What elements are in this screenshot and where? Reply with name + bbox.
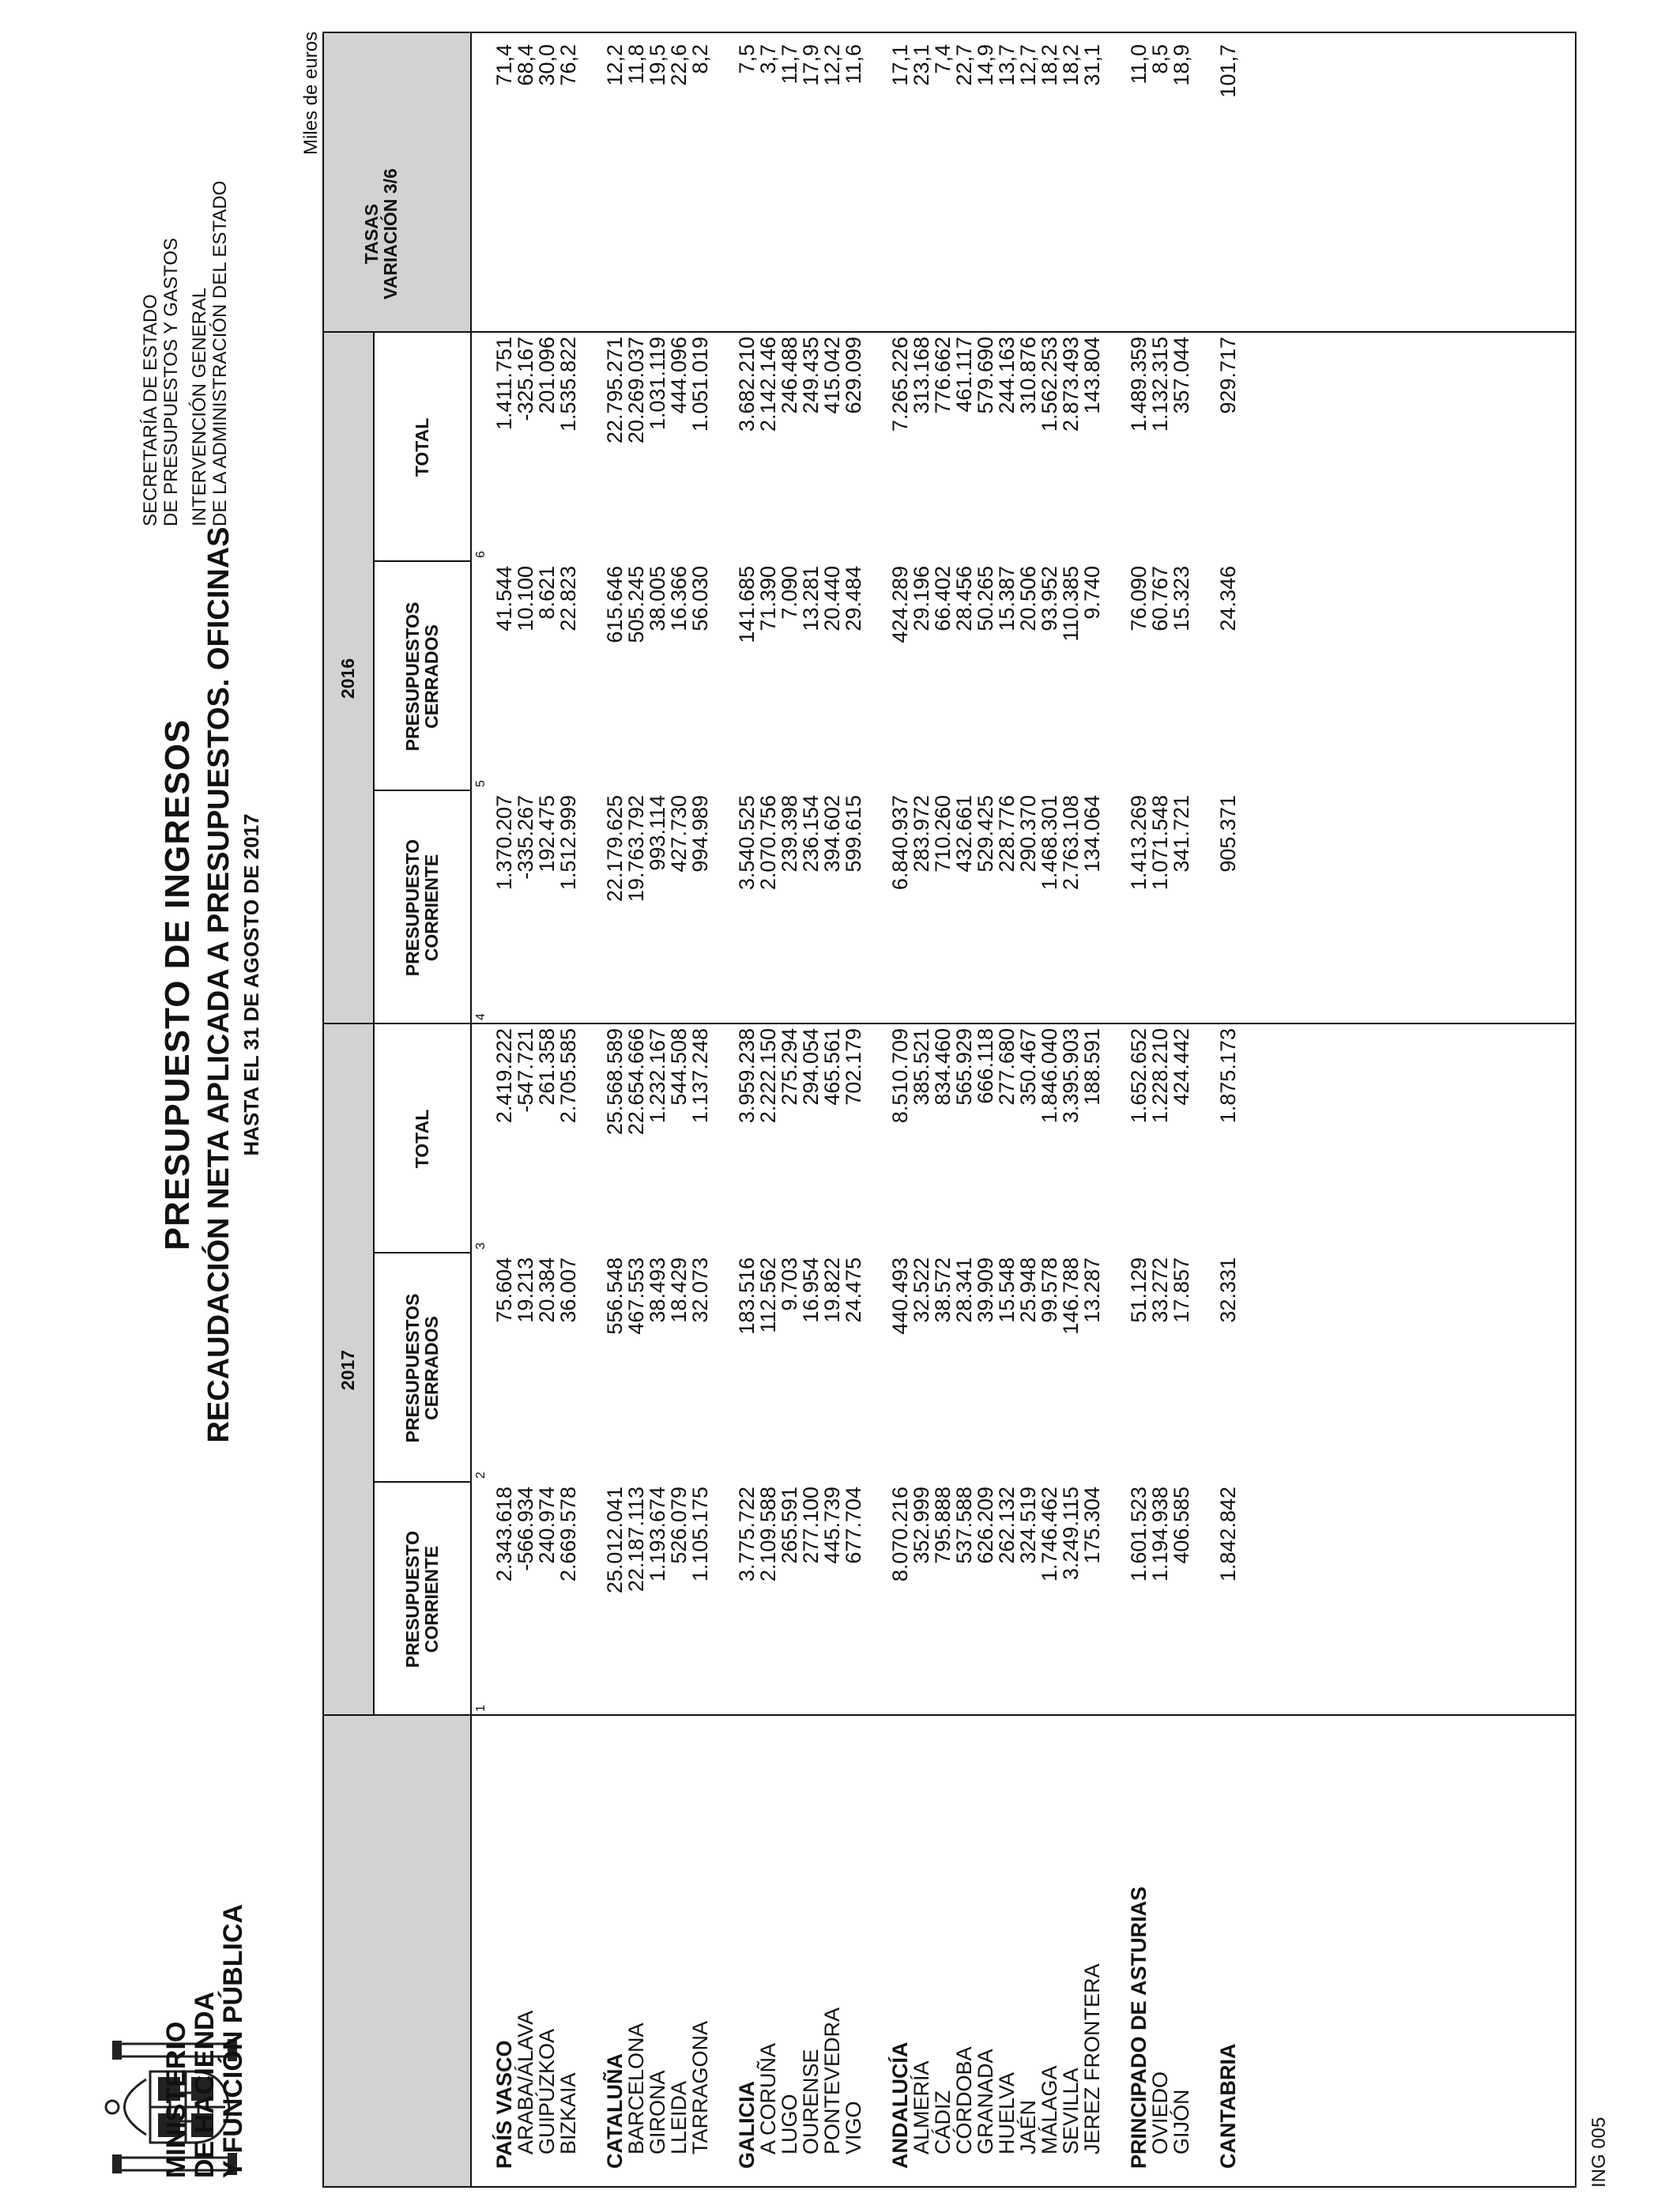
value-cell: 66.402 xyxy=(931,566,955,631)
value-cell: 236.154 xyxy=(799,795,823,873)
value-cell: 1.489.359 xyxy=(1127,337,1151,432)
value-cell: 188.591 xyxy=(1080,1028,1104,1106)
secretaria-line: DE LA ADMINISTRACIÓN DEL ESTADO xyxy=(209,180,231,526)
value-cell: 3.249.115 xyxy=(1059,1487,1083,1581)
value-cell: 16.366 xyxy=(667,566,691,631)
value-cell: 20.384 xyxy=(535,1257,559,1323)
row-label: ANDALUCÍA xyxy=(888,2041,912,2169)
value-cell: 1.842.842 xyxy=(1216,1487,1240,1582)
value-cell: 56.030 xyxy=(688,566,712,631)
row-label: OVIEDO xyxy=(1148,2071,1172,2154)
col-header: PRESUPUESTOS CERRADOS xyxy=(402,601,442,752)
value-cell: 2.222.150 xyxy=(756,1028,780,1124)
ministry-name xyxy=(162,1799,247,2178)
value-cell: 626.209 xyxy=(974,1487,997,1564)
value-cell: 1.413.269 xyxy=(1127,795,1151,891)
value-cell: 415.042 xyxy=(820,337,844,414)
value-cell: 710.260 xyxy=(931,795,955,873)
value-cell: 1.228.210 xyxy=(1148,1028,1172,1124)
row-label: CATALUÑA xyxy=(603,2053,627,2169)
row-label: TARRAGONA xyxy=(688,2020,712,2154)
value-cell: 427.730 xyxy=(667,795,691,873)
value-cell: 529.425 xyxy=(974,795,997,873)
value-cell: 16.954 xyxy=(799,1257,823,1323)
value-cell: 3.682.210 xyxy=(735,337,759,432)
value-cell: 99.578 xyxy=(1038,1257,1061,1323)
value-cell: 1.194.938 xyxy=(1148,1487,1172,1582)
row-label: OURENSE xyxy=(799,2049,823,2154)
value-cell: 9.703 xyxy=(778,1257,801,1311)
value-cell: 313.168 xyxy=(910,337,933,414)
value-cell: 20.440 xyxy=(820,566,844,631)
value-cell: 834.460 xyxy=(931,1028,955,1106)
value-cell: 265.591 xyxy=(778,1487,801,1564)
value-cell: 19.763.792 xyxy=(624,795,648,903)
column-number: 6 xyxy=(474,551,488,558)
value-cell: 33.272 xyxy=(1148,1257,1172,1323)
value-cell: 192.475 xyxy=(535,795,559,873)
report-title: PRESUPUESTO DE INGRESOS xyxy=(158,718,197,1251)
value-cell: 51.129 xyxy=(1127,1257,1151,1323)
value-cell: 1.875.173 xyxy=(1216,1028,1240,1124)
report-subtitle: RECAUDACIÓN NETA APLICADA A PRESUPUESTOS. OFICINAS xyxy=(202,526,235,1443)
value-cell: 141.685 xyxy=(735,566,759,643)
value-cell: 29.196 xyxy=(910,566,933,631)
column-number: 5 xyxy=(474,780,488,787)
value-cell: 440.493 xyxy=(888,1257,912,1335)
value-cell: 275.294 xyxy=(778,1028,801,1106)
value-cell: 385.521 xyxy=(910,1028,933,1106)
value-cell: 2.070.756 xyxy=(756,795,780,891)
value-cell: 24.475 xyxy=(842,1257,865,1323)
value-cell: 2.109.588 xyxy=(756,1487,780,1582)
value-cell: 10.100 xyxy=(514,566,537,631)
rate-cell: 17,1 xyxy=(888,44,912,86)
rate-cell: 71,4 xyxy=(492,44,516,86)
value-cell: 8.070.216 xyxy=(888,1487,912,1582)
rate-cell: 68,4 xyxy=(514,44,537,86)
value-cell: 432.661 xyxy=(952,795,976,873)
value-cell: 22.795.271 xyxy=(603,337,627,444)
value-cell: 277.680 xyxy=(995,1028,1019,1106)
value-cell: -566.934 xyxy=(514,1487,537,1571)
row-label: JAÉN xyxy=(1016,2099,1040,2154)
year-2016-header: 2016 xyxy=(337,658,358,699)
value-cell: 1.051.019 xyxy=(688,337,712,432)
value-cell: 13.281 xyxy=(799,566,823,631)
value-cell: 994.989 xyxy=(688,795,712,873)
value-cell: 544.508 xyxy=(667,1028,691,1106)
row-label: PONTEVEDRA xyxy=(820,2007,844,2154)
value-cell: 537.588 xyxy=(952,1487,976,1564)
value-cell: 93.952 xyxy=(1038,566,1061,631)
value-cell: 283.972 xyxy=(910,795,933,873)
value-cell: 1.193.674 xyxy=(646,1487,669,1582)
value-cell: 2.343.618 xyxy=(492,1487,516,1582)
col-header: PRESUPUESTO CORRIENTE xyxy=(402,839,442,977)
value-cell: 352.999 xyxy=(910,1487,933,1564)
value-cell: 244.163 xyxy=(995,337,1019,414)
value-cell: 15.323 xyxy=(1170,566,1193,631)
rate-cell: 18,9 xyxy=(1170,44,1193,86)
value-cell: 50.265 xyxy=(974,566,997,631)
col-header: PRESUPUESTOS CERRADOS xyxy=(402,1293,442,1443)
value-cell: 277.100 xyxy=(799,1487,823,1564)
value-cell: 7.090 xyxy=(778,566,801,620)
secretaria-block xyxy=(141,52,231,526)
rate-cell: 12,7 xyxy=(1016,44,1040,86)
value-cell: 1.411.751 xyxy=(492,337,516,431)
value-cell: 615.646 xyxy=(603,566,627,643)
value-cell: 629.099 xyxy=(842,337,865,414)
value-cell: 406.585 xyxy=(1170,1487,1193,1564)
data-table xyxy=(322,32,1576,2188)
value-cell: 3.395.903 xyxy=(1059,1028,1083,1124)
value-cell: 20.506 xyxy=(1016,566,1040,631)
rate-cell: 3,7 xyxy=(756,44,780,74)
value-cell: 22.179.625 xyxy=(603,795,627,903)
row-label: VIGO xyxy=(842,2101,865,2154)
value-cell: 19.213 xyxy=(514,1257,537,1323)
value-cell: 17.857 xyxy=(1170,1257,1193,1323)
value-cell: 8.510.709 xyxy=(888,1028,912,1124)
secretaria-line: INTERVENCIÓN GENERAL xyxy=(189,287,210,526)
value-cell: 3.540.525 xyxy=(735,795,759,891)
rate-cell: 13,7 xyxy=(995,44,1019,86)
value-cell: 1.535.822 xyxy=(556,337,580,432)
value-cell: 2.142.146 xyxy=(756,337,780,432)
value-cell: 929.717 xyxy=(1216,337,1240,414)
ministry-line: MINISTERIO xyxy=(161,2021,191,2178)
value-cell: 556.548 xyxy=(603,1257,627,1335)
rate-cell: 14,9 xyxy=(974,44,997,86)
rate-cell: 101,7 xyxy=(1216,44,1240,98)
value-cell: 795.888 xyxy=(931,1487,955,1564)
value-cell: 579.690 xyxy=(974,337,997,414)
column-number: 1 xyxy=(474,1705,488,1712)
value-cell: 20.269.037 xyxy=(624,337,648,444)
value-cell: 565.929 xyxy=(952,1028,976,1106)
value-cell: 1.601.523 xyxy=(1127,1487,1151,1582)
value-cell: 324.519 xyxy=(1016,1487,1040,1564)
secretaria-line: SECRETARÍA DE ESTADO xyxy=(140,294,161,526)
value-cell: 28.341 xyxy=(952,1257,976,1323)
col-header: PRESUPUESTO CORRIENTE xyxy=(402,1530,442,1668)
value-cell: 38.493 xyxy=(646,1257,669,1323)
value-cell: 28.456 xyxy=(952,566,976,631)
value-cell: 424.289 xyxy=(888,566,912,643)
value-cell: 175.304 xyxy=(1080,1487,1104,1564)
rate-cell: 23,1 xyxy=(910,44,933,86)
value-cell: 9.740 xyxy=(1080,566,1104,620)
value-cell: 310.876 xyxy=(1016,337,1040,414)
rate-cell: 31,1 xyxy=(1080,44,1104,86)
value-cell: 201.096 xyxy=(535,337,559,414)
value-cell: 1.370.207 xyxy=(492,795,516,891)
value-cell: -547.721 xyxy=(514,1028,537,1113)
value-cell: 3.775.722 xyxy=(735,1487,759,1582)
secretaria-line: DE PRESUPUESTOS Y GASTOS xyxy=(160,237,182,526)
value-cell: 262.132 xyxy=(995,1487,1019,1564)
value-cell: 32.331 xyxy=(1216,1257,1240,1323)
row-label: ARABA/ÁLAVA xyxy=(514,2010,537,2154)
value-cell: 2.873.493 xyxy=(1059,337,1083,432)
value-cell: 905.371 xyxy=(1216,795,1240,873)
value-cell: 143.804 xyxy=(1080,337,1104,414)
value-cell: 19.822 xyxy=(820,1257,844,1323)
value-cell: 505.245 xyxy=(624,566,648,643)
value-cell: 461.117 xyxy=(952,337,976,413)
rate-cell: 22,7 xyxy=(952,44,976,86)
rate-cell: 11,8 xyxy=(624,44,648,85)
column-number: 3 xyxy=(474,1242,488,1250)
value-cell: 110.385 xyxy=(1059,566,1083,642)
rate-cell: 12,2 xyxy=(820,44,844,86)
rate-cell: 8,2 xyxy=(688,44,712,74)
value-cell: 1.105.175 xyxy=(688,1487,712,1582)
row-label: LLEIDA xyxy=(667,2080,691,2154)
rate-cell: 8,5 xyxy=(1148,44,1172,74)
value-cell: 599.615 xyxy=(842,795,865,873)
value-cell: 32.522 xyxy=(910,1257,933,1323)
col-header: TOTAL xyxy=(412,1109,432,1169)
value-cell: 240.974 xyxy=(535,1487,559,1564)
value-cell: 1.232.167 xyxy=(646,1028,669,1124)
column-number: 4 xyxy=(474,1013,488,1020)
value-cell: 15.387 xyxy=(995,566,1019,631)
value-cell: 666.118 xyxy=(974,1028,997,1104)
row-label: A CORUÑA xyxy=(756,2042,780,2154)
value-cell: 76.090 xyxy=(1127,566,1151,631)
value-cell: 294.054 xyxy=(799,1028,823,1106)
value-cell: 702.179 xyxy=(842,1028,865,1106)
value-cell: 341.721 xyxy=(1170,795,1193,873)
value-cell: 1.071.548 xyxy=(1148,795,1172,891)
value-cell: 71.390 xyxy=(756,566,780,631)
report-date: HASTA EL 31 DE AGOSTO DE 2017 xyxy=(239,813,263,1156)
value-cell: 3.959.238 xyxy=(735,1028,759,1124)
value-cell: 261.358 xyxy=(535,1028,559,1106)
ministry-line: Y FUNCIÓN PÚBLICA xyxy=(218,1904,248,2178)
value-cell: 6.840.937 xyxy=(888,795,912,891)
value-cell: 7.265.226 xyxy=(888,337,912,432)
value-cell: 15.548 xyxy=(995,1257,1019,1323)
row-label: BIZKAIA xyxy=(556,2072,580,2154)
value-cell: 18.429 xyxy=(667,1257,691,1323)
value-cell: 677.704 xyxy=(842,1487,865,1564)
value-cell: 39.909 xyxy=(974,1257,997,1323)
row-label: GRANADA xyxy=(974,2049,997,2154)
rate-cell: 11,0 xyxy=(1127,44,1151,85)
row-label: ALMERÍA xyxy=(910,2060,933,2154)
row-label: GIRONA xyxy=(646,2070,669,2154)
value-cell: 24.346 xyxy=(1216,566,1240,631)
value-cell: 246.488 xyxy=(778,337,801,414)
rate-cell: 11,7 xyxy=(778,44,801,85)
value-cell: 38.572 xyxy=(931,1257,955,1323)
row-label: CÓRDOBA xyxy=(952,2046,976,2154)
row-label: JEREZ FRONTERA xyxy=(1080,1963,1104,2154)
row-label: CÁDIZ xyxy=(931,2090,955,2154)
rate-cell: 22,6 xyxy=(667,44,691,86)
rate-cell: 7,5 xyxy=(735,44,759,74)
value-cell: 239.398 xyxy=(778,795,801,873)
value-cell: 776.662 xyxy=(931,337,955,414)
value-cell: 22.187.113 xyxy=(624,1487,648,1593)
column-number: 2 xyxy=(474,1472,488,1479)
value-cell: 22.654.666 xyxy=(624,1028,648,1136)
value-cell: 1.031.119 xyxy=(646,337,669,431)
value-cell: 228.776 xyxy=(995,795,1019,873)
row-label: PRINCIPADO DE ASTURIAS xyxy=(1127,1886,1151,2169)
value-cell: 36.007 xyxy=(556,1257,580,1323)
value-cell: 465.561 xyxy=(820,1028,844,1106)
value-cell: 41.544 xyxy=(492,566,516,631)
value-cell: 290.370 xyxy=(1016,795,1040,873)
form-code: ING 005 xyxy=(1588,2117,1610,2188)
row-label: HUELVA xyxy=(995,2071,1019,2154)
row-label: BARCELONA xyxy=(624,2022,648,2154)
value-cell: 112.562 xyxy=(756,1257,780,1333)
value-cell: 1.512.999 xyxy=(556,795,580,891)
row-label: LUGO xyxy=(778,2094,801,2154)
value-cell: 25.568.589 xyxy=(603,1028,627,1136)
rate-cell: 11,6 xyxy=(842,44,865,85)
rate-cell: 30,0 xyxy=(535,44,559,86)
value-cell: 350.467 xyxy=(1016,1028,1040,1106)
value-cell: 2.763.108 xyxy=(1059,795,1083,891)
row-label: GIJÓN xyxy=(1170,2089,1193,2154)
value-cell: 1.846.040 xyxy=(1038,1028,1061,1124)
rate-cell: 18,2 xyxy=(1059,44,1083,86)
value-cell: 444.096 xyxy=(667,337,691,414)
value-cell: 249.435 xyxy=(799,337,823,414)
rate-cell: 7,4 xyxy=(931,44,955,74)
row-label: PAÍS VASCO xyxy=(492,2040,516,2169)
rate-cell: 12,2 xyxy=(603,44,627,86)
value-cell: 22.823 xyxy=(556,566,580,631)
value-cell: 1.652.652 xyxy=(1127,1028,1151,1124)
value-cell: -335.267 xyxy=(514,795,537,880)
value-cell: -325.167 xyxy=(514,337,537,421)
value-cell: 2.669.578 xyxy=(556,1487,580,1582)
tasas-header: TASAS VARIACIÓN 3/6 xyxy=(361,168,401,300)
rate-cell: 19,5 xyxy=(646,44,669,86)
value-cell: 2.705.585 xyxy=(556,1028,580,1124)
value-cell: 134.064 xyxy=(1080,795,1104,873)
value-cell: 1.468.301 xyxy=(1038,795,1061,891)
row-label: SEVILLA xyxy=(1059,2068,1083,2154)
value-cell: 394.602 xyxy=(820,795,844,873)
value-cell: 1.132.315 xyxy=(1148,337,1172,432)
ministry-line: DE HACIENDA xyxy=(190,1991,220,2178)
value-cell: 467.553 xyxy=(624,1257,648,1335)
value-cell: 526.079 xyxy=(667,1487,691,1564)
value-cell: 75.604 xyxy=(492,1257,516,1323)
rate-cell: 17,9 xyxy=(799,44,823,86)
row-label: GUIPÚZKOA xyxy=(535,2028,559,2154)
value-cell: 424.442 xyxy=(1170,1028,1193,1106)
value-cell: 38.005 xyxy=(646,566,669,631)
rate-cell: 18,2 xyxy=(1038,44,1061,86)
value-cell: 1.562.253 xyxy=(1038,337,1061,432)
row-label: CANTABRIA xyxy=(1216,2043,1240,2169)
year-2017-header: 2017 xyxy=(337,1349,358,1391)
value-cell: 25.948 xyxy=(1016,1257,1040,1323)
row-label: GALICIA xyxy=(735,2081,759,2169)
value-cell: 183.516 xyxy=(735,1257,759,1335)
value-cell: 357.044 xyxy=(1170,337,1193,414)
value-cell: 29.484 xyxy=(842,566,865,631)
value-cell: 1.746.462 xyxy=(1038,1487,1061,1582)
value-cell: 2.419.222 xyxy=(492,1028,516,1124)
col-header: TOTAL xyxy=(412,417,432,477)
value-cell: 25.012.041 xyxy=(603,1487,627,1594)
rate-cell: 76,2 xyxy=(556,44,580,86)
row-label: MÁLAGA xyxy=(1038,2065,1061,2154)
value-cell: 1.137.248 xyxy=(688,1028,712,1124)
value-cell: 13.287 xyxy=(1080,1257,1104,1323)
value-cell: 146.788 xyxy=(1059,1257,1083,1335)
value-cell: 60.767 xyxy=(1148,566,1172,631)
unit-label: Miles de euros xyxy=(300,31,322,155)
value-cell: 32.073 xyxy=(688,1257,712,1323)
value-cell: 445.739 xyxy=(820,1487,844,1564)
value-cell: 8.621 xyxy=(535,566,559,620)
value-cell: 993.114 xyxy=(646,795,669,871)
